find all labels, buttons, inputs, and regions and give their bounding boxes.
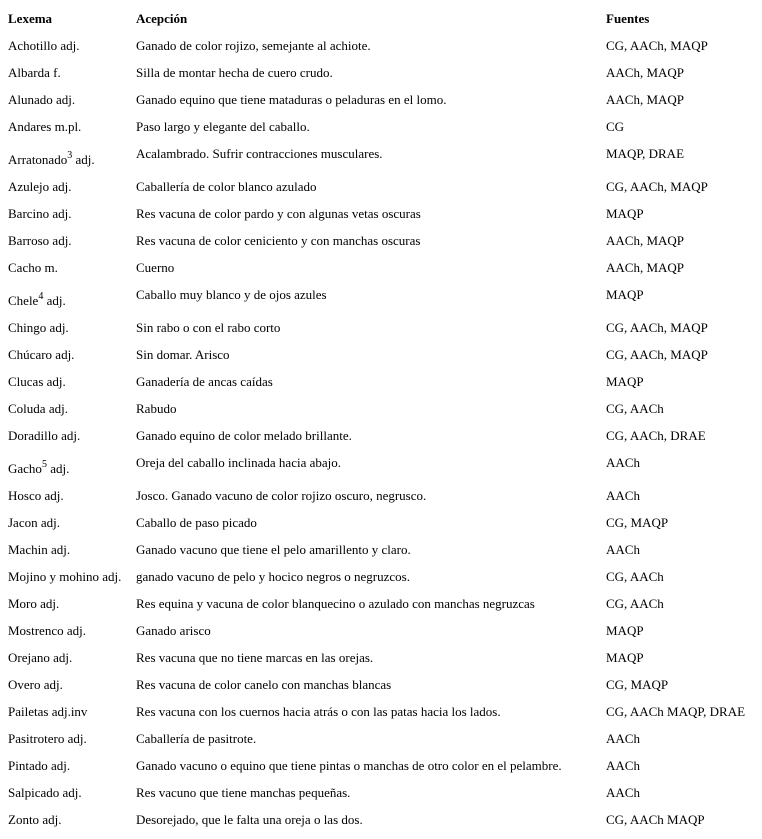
table-row xyxy=(0,140,762,173)
lexeme-word: Doradillo xyxy=(8,428,58,443)
meaning-cell: Desorejado, que le falta una oreja o las dos. xyxy=(136,812,363,827)
sources-cell: AACh xyxy=(606,758,640,773)
sources-cell: CG, MAQP xyxy=(606,515,669,530)
table-header-row xyxy=(0,5,762,32)
meaning-cell: ganado vacuno de pelo y hocico negros o negruzcos. xyxy=(136,569,410,584)
lexeme-word: Pailetas xyxy=(8,704,49,719)
meaning-cell: Res vacuno que tiene manchas pequeñas. xyxy=(136,785,351,800)
header-lexeme: Lexema xyxy=(8,11,53,26)
meaning-cell: Res vacuna que no tiene marcas en las orejas. xyxy=(136,650,374,665)
grammatical-category: adj. xyxy=(62,785,82,800)
lexeme-cell xyxy=(0,173,131,200)
table-row xyxy=(0,671,762,698)
lexeme-cell xyxy=(0,113,131,140)
lexeme-cell xyxy=(0,254,131,281)
table-row xyxy=(0,698,762,725)
sources-cell: MAQP, DRAE xyxy=(606,146,685,161)
lexeme-cell xyxy=(0,227,131,254)
sources-cell: AACh xyxy=(606,731,640,746)
lexeme-cell xyxy=(0,140,131,173)
table-row xyxy=(0,590,762,617)
meaning-cell: Res vacuna de color canelo con manchas blancas xyxy=(136,677,392,692)
table-row xyxy=(0,173,762,200)
grammatical-category: f. xyxy=(53,65,61,80)
sources-cell: CG, AACh, DRAE xyxy=(606,428,706,443)
grammatical-category: adj.inv xyxy=(51,704,88,719)
meaning-cell: Sin domar. Arisco xyxy=(136,347,230,362)
lexeme-word: Chele xyxy=(8,293,39,308)
header-meaning: Acepción xyxy=(136,11,188,26)
grammatical-category: adj. xyxy=(67,731,87,746)
table-row xyxy=(0,281,762,314)
sources-cell: CG, AACh xyxy=(606,569,664,584)
sources-cell: CG, AACh, MAQP xyxy=(606,38,708,53)
lexeme-cell xyxy=(0,200,131,227)
grammatical-category: adj. xyxy=(61,428,81,443)
lexeme-cell xyxy=(0,644,131,671)
meaning-cell: Res vacuna de color ceniciento y con manchas oscuras xyxy=(136,233,421,248)
lexeme-cell xyxy=(0,59,131,86)
sources-cell: MAQP xyxy=(606,650,644,665)
meaning-cell: Caballería de pasitrote. xyxy=(136,731,257,746)
lexeme-cell xyxy=(0,779,131,806)
sources-cell: AACh xyxy=(606,488,640,503)
sources-cell: MAQP xyxy=(606,374,644,389)
grammatical-category: adj. xyxy=(60,38,80,53)
lexeme-word: Chúcaro xyxy=(8,347,53,362)
grammatical-category: adj. xyxy=(52,206,72,221)
sources-cell: CG, MAQP xyxy=(606,677,669,692)
grammatical-category: adj. xyxy=(42,812,62,827)
sources-cell: CG, AACh xyxy=(606,401,664,416)
table-row xyxy=(0,509,762,536)
grammatical-category: adj. xyxy=(55,347,75,362)
lexeme-cell xyxy=(0,368,131,395)
grammatical-category: adj. xyxy=(44,488,64,503)
lexeme-word: Albarda xyxy=(8,65,50,80)
sources-cell: CG, AACh MAQP xyxy=(606,812,705,827)
meaning-cell: Res vacuna de color pardo y con algunas vetas oscuras xyxy=(136,206,421,221)
meaning-cell: Ganado vacuno que tiene el pelo amarillento y claro. xyxy=(136,542,411,557)
table-row xyxy=(0,644,762,671)
lexeme-word: Azulejo xyxy=(8,179,50,194)
sources-cell: AACh, MAQP xyxy=(606,260,685,275)
sources-cell: CG xyxy=(606,119,625,134)
table-row xyxy=(0,563,762,590)
lexeme-word: Cacho xyxy=(8,260,42,275)
footnote-marker: 5 xyxy=(41,458,47,470)
lexeme-cell xyxy=(0,671,131,698)
lexeme-cell xyxy=(0,509,131,536)
meaning-cell: Oreja del caballo inclinada hacia abajo. xyxy=(136,455,342,470)
sources-cell: AACh xyxy=(606,785,640,800)
sources-cell: CG, AACh, MAQP xyxy=(606,179,708,194)
meaning-cell: Caballo de paso picado xyxy=(136,515,257,530)
lexeme-cell xyxy=(0,314,131,341)
lexeme-word: Chingo xyxy=(8,320,47,335)
sources-cell: CG, AACh xyxy=(606,596,664,611)
lexeme-word: Machin xyxy=(8,542,48,557)
meaning-cell: Ganadería de ancas caídas xyxy=(136,374,273,389)
meaning-cell: Res equina y vacuna de color blanquecino o azulado con manchas negruzcas xyxy=(136,596,535,611)
lexeme-word: Jacon xyxy=(8,515,38,530)
lexeme-word: Coluda xyxy=(8,401,46,416)
lexeme-cell xyxy=(0,449,131,482)
meaning-cell: Acalambrado. Sufrir contracciones musculares. xyxy=(136,146,383,161)
grammatical-category: m. xyxy=(44,260,58,275)
meaning-cell: Ganado vacuno o equino que tiene pintas o manchas de otro color en el pelambre. xyxy=(136,758,562,773)
meaning-cell: Silla de montar hecha de cuero crudo. xyxy=(136,65,333,80)
lexeme-cell xyxy=(0,32,131,59)
grammatical-category: adj. xyxy=(66,623,86,638)
table-row xyxy=(0,368,762,395)
lexeme-word: Salpicado xyxy=(8,785,60,800)
table-row xyxy=(0,113,762,140)
sources-cell: CG, AACh, MAQP xyxy=(606,320,708,335)
grammatical-category: adj. xyxy=(49,320,69,335)
table-row xyxy=(0,806,762,833)
meaning-cell: Cuerno xyxy=(136,260,175,275)
lexeme-word: Alunado xyxy=(8,92,53,107)
grammatical-category: adj. xyxy=(48,401,68,416)
meaning-cell: Caballo muy blanco y de ojos azules xyxy=(136,287,327,302)
table-row xyxy=(0,341,762,368)
lexeme-cell xyxy=(0,281,131,314)
sources-cell: AACh xyxy=(606,455,640,470)
grammatical-category: adj. xyxy=(40,515,60,530)
sources-cell: MAQP xyxy=(606,287,644,302)
footnote-marker: 3 xyxy=(67,149,73,161)
grammatical-category: adj. xyxy=(50,542,71,557)
lexeme-cell xyxy=(0,536,131,563)
lexeme-word: Barcino xyxy=(8,206,50,221)
lexeme-cell xyxy=(0,563,131,590)
lexeme-word: Clucas xyxy=(8,374,44,389)
table-row xyxy=(0,227,762,254)
sources-cell: CG, AACh MAQP, DRAE xyxy=(606,704,746,719)
lexeme-cell xyxy=(0,752,131,779)
lexeme-word: Moro xyxy=(8,596,37,611)
footnote-marker: 4 xyxy=(38,290,44,302)
table-row xyxy=(0,422,762,449)
grammatical-category: m.pl. xyxy=(54,119,82,134)
sources-cell: MAQP xyxy=(606,623,644,638)
lexeme-word: Andares xyxy=(8,119,52,134)
sources-cell: AACh xyxy=(606,542,640,557)
grammatical-category: adj. xyxy=(102,569,122,584)
grammatical-category: adj. xyxy=(50,461,70,476)
table-row xyxy=(0,59,762,86)
grammatical-category: adj. xyxy=(56,92,76,107)
lexeme-cell xyxy=(0,590,131,617)
table-row xyxy=(0,314,762,341)
lexeme-cell xyxy=(0,86,131,113)
meaning-cell: Caballería de color blanco azulado xyxy=(136,179,317,194)
grammatical-category: adj. xyxy=(40,596,60,611)
lexeme-word: Mostrenco xyxy=(8,623,64,638)
header-sources: Fuentes xyxy=(606,11,650,26)
grammatical-category: adj. xyxy=(46,293,66,308)
meaning-cell: Ganado equino que tiene mataduras o peladuras en el lomo. xyxy=(136,92,447,107)
grammatical-category: adj. xyxy=(75,152,95,167)
table-row xyxy=(0,200,762,227)
lexeme-word: Arratonado xyxy=(8,152,68,167)
sources-cell: AACh, MAQP xyxy=(606,233,685,248)
grammatical-category: adj. xyxy=(43,677,63,692)
lexeme-word: Achotillo xyxy=(8,38,58,53)
table-row xyxy=(0,395,762,422)
lexeme-word: Gacho xyxy=(8,461,42,476)
sources-cell: AACh, MAQP xyxy=(606,92,685,107)
grammatical-category: adj. xyxy=(52,179,72,194)
meaning-cell: Ganado arisco xyxy=(136,623,211,638)
table-row xyxy=(0,779,762,806)
lexeme-word: Barroso xyxy=(8,233,50,248)
grammatical-category: adj. xyxy=(46,374,66,389)
lexeme-word: Pintado xyxy=(8,758,48,773)
lexeme-cell xyxy=(0,395,131,422)
table-row xyxy=(0,482,762,509)
lexeme-cell xyxy=(0,482,131,509)
meaning-cell: Josco. Ganado vacuno de color rojizo oscuro, negrusco. xyxy=(136,488,427,503)
table-row xyxy=(0,725,762,752)
table-row xyxy=(0,32,762,59)
meaning-cell: Sin rabo o con el rabo corto xyxy=(136,320,281,335)
lexicon-table xyxy=(0,5,762,833)
grammatical-category: adj. xyxy=(53,650,73,665)
sources-cell: AACh, MAQP xyxy=(606,65,685,80)
table-body xyxy=(0,32,762,833)
lexeme-cell xyxy=(0,422,131,449)
lexeme-cell xyxy=(0,341,131,368)
grammatical-category: adj. xyxy=(50,758,71,773)
meaning-cell: Res vacuna con los cuernos hacia atrás o con las patas hacia los lados. xyxy=(136,704,501,719)
lexeme-cell xyxy=(0,617,131,644)
sources-cell: CG, AACh, MAQP xyxy=(606,347,708,362)
lexeme-cell xyxy=(0,698,131,725)
lexeme-word: Mojino y mohino xyxy=(8,569,100,584)
lexeme-cell xyxy=(0,806,131,833)
lexeme-cell xyxy=(0,725,131,752)
table-row xyxy=(0,86,762,113)
sources-cell: MAQP xyxy=(606,206,644,221)
meaning-cell: Ganado equino de color melado brillante. xyxy=(136,428,352,443)
table-row xyxy=(0,254,762,281)
meaning-cell: Ganado de color rojizo, semejante al achiote. xyxy=(136,38,371,53)
table-row xyxy=(0,617,762,644)
lexeme-word: Orejano xyxy=(8,650,50,665)
table-row xyxy=(0,752,762,779)
lexeme-word: Overo xyxy=(8,677,41,692)
grammatical-category: adj. xyxy=(52,233,72,248)
table-row xyxy=(0,536,762,563)
lexeme-word: Hosco xyxy=(8,488,42,503)
meaning-cell: Paso largo y elegante del caballo. xyxy=(136,119,310,134)
table-row xyxy=(0,449,762,482)
lexeme-word: Zonto xyxy=(8,812,40,827)
meaning-cell: Rabudo xyxy=(136,401,177,416)
lexeme-word: Pasitrotero xyxy=(8,731,65,746)
